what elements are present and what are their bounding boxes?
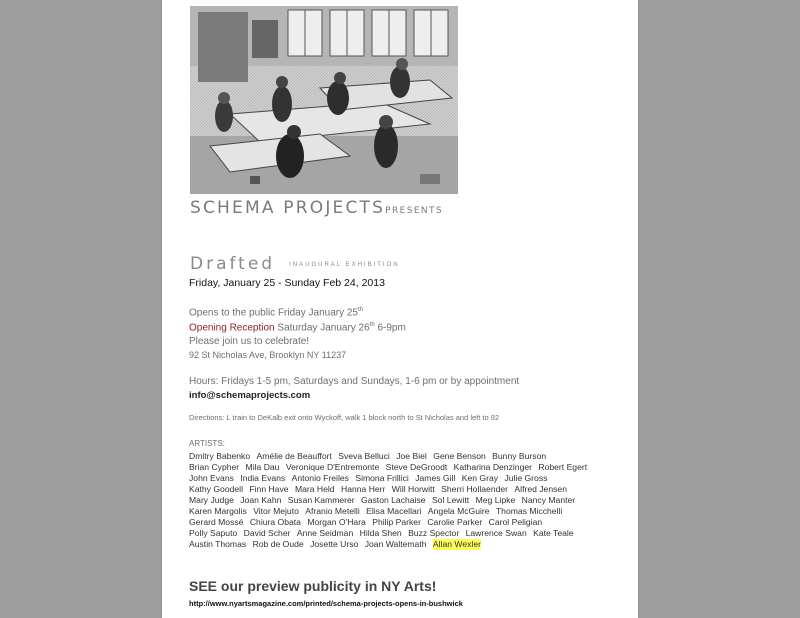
opens-line — [189, 307, 363, 318]
brand-name: SCHEMA PROJECTS — [190, 198, 386, 218]
artist-name: Antonio Freiles — [291, 473, 349, 483]
opens-sup: th — [357, 307, 363, 313]
opens-text: Opens to the public Friday January 25 — [189, 307, 358, 319]
artist-name: Gerard Mossé — [189, 517, 244, 527]
celebrate-line: Please join us to celebrate! — [189, 336, 310, 347]
brand-presents: PRESENTS — [385, 206, 444, 216]
artist-name: Brian Cypher — [189, 462, 240, 472]
artist-name: Anne Seidman — [296, 528, 354, 538]
artist-name: Kate Teale — [533, 528, 574, 538]
artist-name: Lawrence Swan — [465, 528, 527, 538]
artist-name: Carolie Parker — [427, 517, 483, 527]
artist-name: Thomas Micchelli — [495, 506, 563, 516]
artist-name: Mila Dau — [245, 462, 280, 472]
artist-name: Dmitry Babenko — [189, 451, 251, 461]
exhibition-title: Drafted — [190, 254, 276, 274]
artist-name: Gene Benson — [433, 451, 486, 461]
hours-label: Hours: — [189, 376, 219, 387]
artist-name: Chiura Obata — [249, 517, 301, 527]
artist-name: Hanna Herr — [340, 484, 386, 494]
drafting-room-engraving — [190, 6, 458, 194]
artist-name: Morgan O'Hara — [307, 517, 366, 527]
artist-name: Vitor Mejuto — [253, 506, 299, 516]
artist-name-highlighted: Allan Wexler — [432, 539, 481, 549]
artist-name: Nancy Manter — [521, 495, 576, 505]
artist-name: Susan Kammerer — [287, 495, 355, 505]
artist-name: John Evans — [189, 473, 234, 483]
artists-list — [189, 451, 594, 550]
preview-heading: SEE our preview publicity in NY Arts! — [189, 578, 437, 594]
artists-label: ARTISTS: — [189, 439, 225, 448]
artist-name: Afranio Metelli — [305, 506, 360, 516]
reception-line — [189, 322, 406, 333]
artist-name: Bunny Burson — [492, 451, 547, 461]
artist-name: Robert Egert — [538, 462, 588, 472]
artist-name: Kathy Goodell — [189, 484, 243, 494]
exhibition-title-block — [190, 254, 400, 274]
artist-name: Will Horwitt — [391, 484, 435, 494]
artist-name: Rob de Oude — [252, 539, 304, 549]
exhibition-subtitle: INAUGURAL EXHIBITION — [289, 262, 400, 268]
artist-name: Mary Judge — [189, 495, 234, 505]
artist-name: Steve DeGroodt — [385, 462, 448, 472]
artist-name: David Scher — [243, 528, 291, 538]
artist-name: Ken Gray — [461, 473, 499, 483]
reception-time: 6-9pm — [374, 322, 406, 334]
artist-name: Philip Parker — [372, 517, 421, 527]
artist-name: Austin Thomas — [189, 539, 247, 549]
artist-name: Finn Have — [249, 484, 289, 494]
artist-name: Joan Kahn — [240, 495, 282, 505]
artist-name: Carol Peligian — [488, 517, 543, 527]
artist-name: Meg Lipke — [475, 495, 516, 505]
address: 92 St Nicholas Ave, Brooklyn NY 11237 — [189, 350, 347, 360]
reception-text: Saturday January 26 — [274, 322, 370, 334]
artist-name: Joan Waltemath — [364, 539, 427, 549]
brand-heading — [190, 198, 443, 218]
email-link[interactable]: info@schemaprojects.com — [189, 390, 311, 401]
artist-name: Sherri Hollaender — [441, 484, 509, 494]
preview-link[interactable]: http://www.nyartsmagazine.com/printed/schema-projects-opens-in-bushwick — [189, 599, 463, 608]
artist-name: Hilda Shen — [359, 528, 402, 538]
artist-name: Katharina Denzinger — [453, 462, 532, 472]
artist-name: Simona Frillici — [355, 473, 409, 483]
artist-name: India Evans — [240, 473, 286, 483]
artist-name: Sol Lewitt — [431, 495, 470, 505]
hours-line — [189, 376, 519, 387]
artist-name: Elisa Macellari — [366, 506, 422, 516]
reception-label: Opening Reception — [189, 322, 275, 334]
artist-name: James Gill — [415, 473, 456, 483]
artist-name: Sveva Belluci — [338, 451, 390, 461]
artist-name: Joe Biel — [396, 451, 427, 461]
artist-name: Buzz Spector — [408, 528, 460, 538]
directions: Directions: L train to DeKalb exit onto Wyckoff, walk 1 block north to St Nicholas and left to 92 — [189, 413, 500, 422]
artist-name: Alfred Jensen — [514, 484, 567, 494]
artist-name: Mara Held — [294, 484, 335, 494]
hours-text: Fridays 1-5 pm, Saturdays and Sundays, 1-6 pm or by appointment — [218, 376, 520, 387]
exhibition-dates: Friday, January 25 - Sunday Feb 24, 2013 — [189, 277, 385, 289]
artist-name: Karen Margolis — [189, 506, 247, 516]
artist-name: Josette Urso — [310, 539, 359, 549]
artist-name: Amélie de Beauffort — [256, 451, 332, 461]
artist-name: Julie Gross — [504, 473, 548, 483]
reception-sup: th — [369, 322, 375, 328]
artist-name: Angela McGuire — [427, 506, 490, 516]
artist-name: Polly Saputo — [189, 528, 238, 538]
artist-name: Gaston Lachaise — [361, 495, 426, 505]
artist-name: Veronique D'Entremonte — [285, 462, 380, 472]
